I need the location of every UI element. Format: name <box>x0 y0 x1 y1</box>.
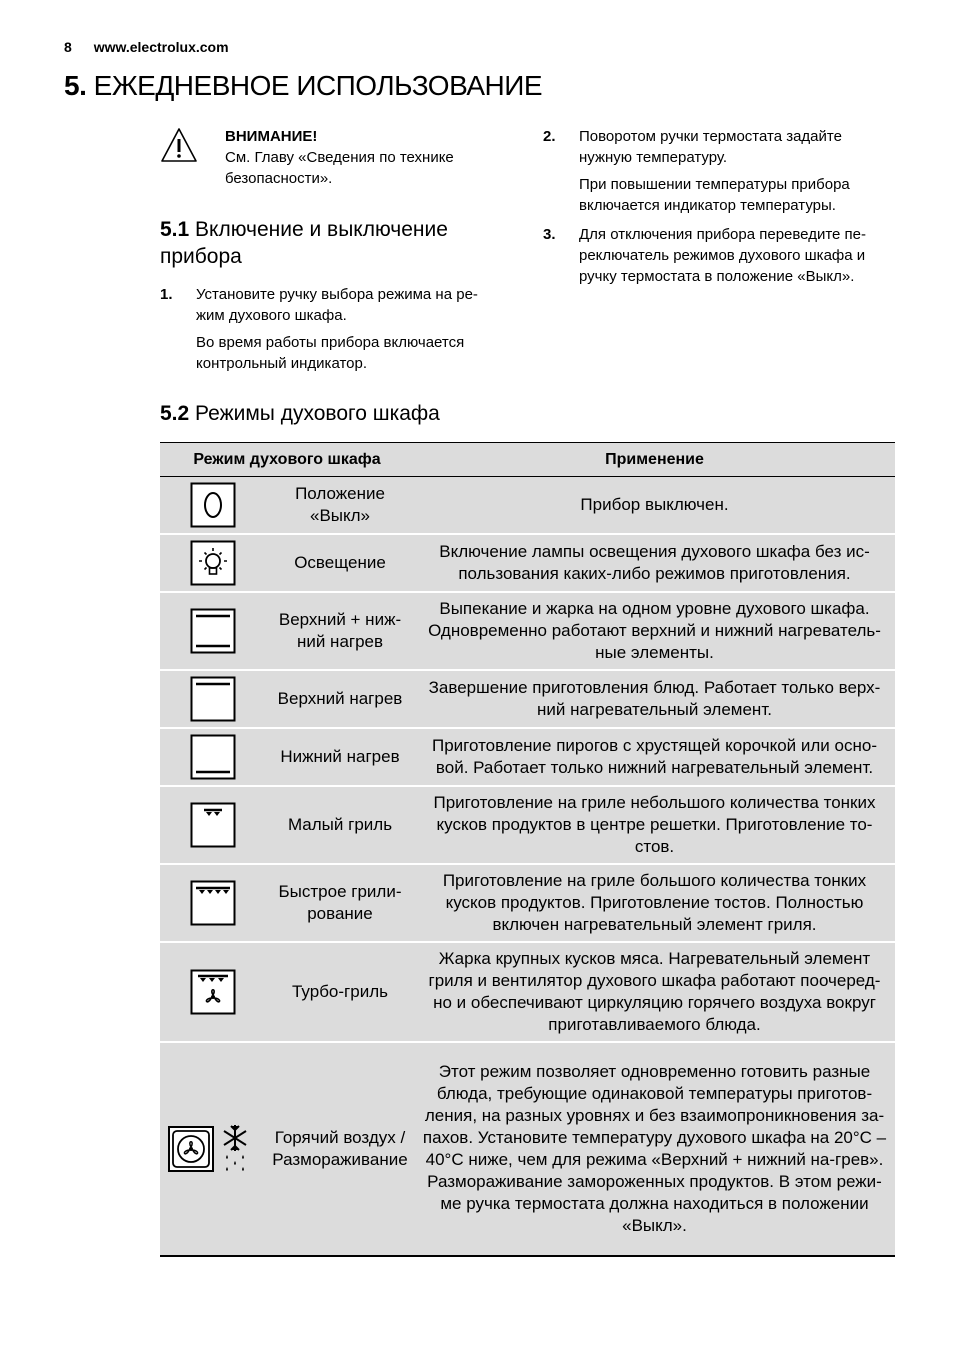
small-grill-icon <box>160 802 266 848</box>
mode-description: Жарка крупных кусков мяса. Нагревательный элемент гриля и вентилятор духового шкафа работают поочеред-но и обеспечивают циркуляцию горячего воздуха вокруг приготавливаемого блюда. <box>414 942 895 1042</box>
mode-description: Завершение приготовления блюд. Работает только верх-ний нагревательный элемент. <box>414 670 895 728</box>
table-row <box>160 786 895 864</box>
step-text: Поворотом ручки термостата задайте нужную температуру. <box>579 128 842 166</box>
table-row <box>160 534 895 592</box>
mode-name: Горячий воздух / Размораживание <box>266 1042 414 1256</box>
table-row <box>160 592 895 670</box>
steps-list-right <box>543 126 895 295</box>
mode-name: Верхний нагрев <box>266 670 414 728</box>
chapter-number: 5. <box>64 70 87 101</box>
mode-description: Прибор выключен. <box>414 477 895 534</box>
bottom-heat-icon <box>160 734 266 780</box>
lamp-icon <box>160 540 266 586</box>
warning-triangle-icon <box>160 126 198 164</box>
mode-description: Включение лампы освещения духового шкафа без ис-пользования каких-либо режимов приготовления. <box>414 534 895 592</box>
table-row <box>160 942 895 1042</box>
chapter-title <box>64 70 542 102</box>
step-note: Во время работы прибора включается контрольный индикатор. <box>196 334 465 372</box>
step-text: Установите ручку выбора режима на ре-жим духового шкафа. <box>196 286 478 324</box>
top-heat-icon <box>160 676 266 722</box>
step-text: Для отключения прибора переведите пе-реключатель режимов духового шкафа и ручку термостата в положение «Выкл». <box>579 226 866 285</box>
mode-description: Приготовление на гриле большого количества тонких кусков продуктов. Приготовление тостов. Полностью включен нагревательный элемент гриля. <box>414 864 895 942</box>
off-zero-icon <box>160 482 266 528</box>
mode-description: Приготовление на гриле небольшого количества тонких кусков продуктов в центре решетки. Приготовление то-стов. <box>414 786 895 864</box>
mode-description: Приготовление пирогов с хрустящей корочкой или осно-вой. Работает только нижний нагревательный элемент. <box>414 728 895 786</box>
mode-name: Малый гриль <box>266 786 414 864</box>
table-row <box>160 864 895 942</box>
step-number: 2. <box>543 128 556 145</box>
warning-title: ВНИМАНИЕ! <box>225 128 318 145</box>
oven-modes-table <box>160 442 895 1257</box>
step-number: 1. <box>160 286 173 303</box>
mode-name: Быстрое грили-рование <box>266 864 414 942</box>
warning-block <box>160 126 500 196</box>
table-row <box>160 670 895 728</box>
mode-name: Турбо-гриль <box>266 942 414 1042</box>
section-number: 5.2 <box>160 402 190 425</box>
table-row <box>160 1042 895 1256</box>
mode-description: Этот режим позволяет одновременно готовить разные блюда, требующие одинаковой температуры приготов-ления, на разных уровнях и без взаимопроникновения за-пахов. Установите температуру духового шкафа на 20°C – 40°C ниже, чем для режима «Верхний + нижний на-грев». Размораживание замороженных продуктов. В этом режи-ме ручка термостата должна находиться в положении «Выкл». <box>414 1042 895 1256</box>
website-link[interactable]: www.electrolux.com <box>93 39 229 55</box>
mode-name: Освещение <box>266 534 414 592</box>
step-number: 3. <box>543 226 556 243</box>
chapter-title-text: ЕЖЕДНЕВНОЕ ИСПОЛЬЗОВАНИЕ <box>93 70 543 101</box>
step-note: При повышении температуры прибора включается индикатор температуры. <box>579 176 850 214</box>
page-number: 8 <box>64 39 72 55</box>
fast-grill-icon <box>160 880 266 926</box>
table-row <box>160 728 895 786</box>
section-5-1-title <box>160 216 500 270</box>
page-header <box>64 39 229 55</box>
section-number: 5.1 <box>160 218 190 241</box>
mode-name: Нижний нагрев <box>266 728 414 786</box>
section-title-text: Включение и выключение прибора <box>160 218 448 268</box>
column-header-use: Применение <box>414 443 895 477</box>
mode-name: Верхний + ниж-ний нагрев <box>266 592 414 670</box>
table-row <box>160 477 895 534</box>
warning-text: См. Главу «Сведения по технике безопасности». <box>225 149 454 187</box>
step-item <box>543 126 895 216</box>
mode-name: Положение «Выкл» <box>266 477 414 534</box>
table-header-row <box>160 443 895 477</box>
section-title-text: Режимы духового шкафа <box>195 402 440 425</box>
top-bottom-heat-icon <box>160 608 266 654</box>
steps-list-left <box>160 284 505 382</box>
section-5-2-title <box>160 400 660 427</box>
step-item <box>543 224 895 287</box>
column-header-mode: Режим духового шкафа <box>160 443 414 477</box>
hot-air-defrost-icon <box>160 1123 266 1175</box>
step-item <box>160 284 505 374</box>
turbo-grill-icon <box>160 969 266 1015</box>
mode-description: Выпекание и жарка на одном уровне духового шкафа. Одновременно работают верхний и нижний нагреватель-ные элементы. <box>414 592 895 670</box>
